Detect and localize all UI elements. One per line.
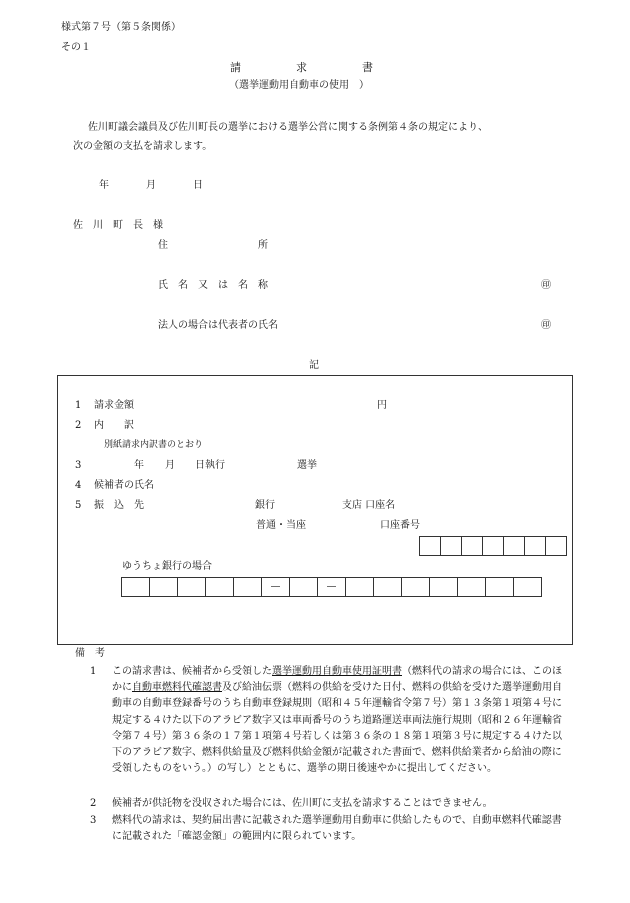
account-number-digit[interactable]: [440, 536, 462, 556]
yucho-digit[interactable]: [429, 577, 458, 597]
yucho-digit[interactable]: [401, 577, 430, 597]
yucho-number-boxes: [121, 577, 542, 597]
page-title: 請 求 書: [230, 61, 373, 74]
yucho-digit[interactable]: [345, 577, 374, 597]
address-label: 住 所: [158, 240, 268, 251]
dash: ―: [327, 581, 336, 592]
seal-mark: ㊞: [541, 280, 551, 291]
form-number: 様式第７号（第５条関係）: [61, 22, 181, 33]
account-number-label: 口座番号: [380, 520, 420, 531]
note-1-text-a: この請求書は、候補者から受領した: [112, 666, 272, 677]
note-2-text: 候補者が供託物を没収された場合には、佐川町に支払を請求することはできません。: [112, 798, 493, 809]
account-number-digit[interactable]: [419, 536, 441, 556]
item-2-label: 内 訳: [94, 420, 134, 431]
item-1-label: 請求金額: [94, 400, 134, 411]
dash: ―: [271, 581, 280, 592]
form-part: その１: [61, 42, 91, 53]
account-number-digit[interactable]: [524, 536, 546, 556]
note-2: [76, 796, 566, 812]
representative-label: 法人の場合は代表者の氏名: [158, 320, 278, 331]
yucho-digit[interactable]: [121, 577, 150, 597]
yucho-digit[interactable]: [513, 577, 542, 597]
note-3-text: 燃料代の請求は、契約届出書に記載された選挙運動用自動車に供給したもので、自動車燃料代確認書に記載された「確認金額」の範囲内に限られています。: [112, 815, 562, 843]
account-number-digit[interactable]: [461, 536, 483, 556]
fuel-confirmation-link: 自動車燃料代確認書: [132, 682, 222, 694]
yucho-digit[interactable]: [205, 577, 234, 597]
date-year-label: 年: [99, 180, 109, 191]
date-month-label: 月: [146, 180, 156, 191]
note-1-text-c: 及び給油伝票（燃料の供給を受けた日付、燃料の供給を受けた選挙運動用自動車の自動車登録番号のうち自動車登録規則（昭和４５年運輸省令第７号）第１３条第１項第４号に規定する４けた以下のアラビア数字又は車両番号のうち道路運送車両法施行規則（昭和２６年運輸省令第７４号）第３６条の１７第１項第４号若しくは第３６条の１８第１項第３号に規定する４けた以下のアラビア数字、燃料供給量及び燃料供給金額が記載された書面で、燃料供給業者から給油の際に受領したものをいう。）の写し）とともに、選挙の期日後速やかに提出してください。: [112, 682, 562, 775]
breakdown-note: 別紙請求内訳書のとおり: [104, 440, 204, 450]
note-1-text-b: （燃料代の請求の場合には、このほかに: [112, 666, 562, 694]
seal-mark: ㊞: [541, 320, 551, 331]
account-number-boxes: [419, 536, 567, 556]
note-1: [76, 664, 566, 777]
page-subtitle: （選挙運動用自動車の使用 ）: [229, 80, 369, 91]
yucho-digit[interactable]: [289, 577, 318, 597]
election-year-label: 年: [134, 460, 144, 471]
election-month-label: 月: [165, 460, 175, 471]
yucho-digit[interactable]: [177, 577, 206, 597]
item-5-label: 振 込 先: [94, 500, 144, 511]
item-5-number: 5: [75, 500, 82, 511]
note-3: [76, 813, 566, 845]
intro-line-1: 佐川町議会議員及び佐川町長の選挙における選挙公営に関する条例第４条の規定により、: [88, 122, 488, 133]
yucho-digit[interactable]: [457, 577, 486, 597]
yucho-digit[interactable]: [485, 577, 514, 597]
yen-unit: 円: [377, 400, 387, 411]
yucho-digit[interactable]: [149, 577, 178, 597]
usage-certificate-link: 選挙運動用自動車使用証明書: [272, 666, 402, 677]
item-2-number: 2: [75, 420, 82, 431]
account-number-digit[interactable]: [503, 536, 525, 556]
note-3-number: 3: [90, 815, 97, 826]
account-number-digit[interactable]: [545, 536, 567, 556]
item-3-number: 3: [75, 460, 82, 471]
name-label: 氏 名 又 は 名 称: [158, 280, 268, 291]
ki-heading: 記: [309, 360, 319, 371]
yucho-label: ゆうちょ銀行の場合: [122, 561, 212, 572]
yucho-separator: [317, 577, 346, 597]
intro-line-2: 次の金額の支払を請求します。: [73, 141, 213, 152]
item-4-number: 4: [75, 480, 82, 491]
addressee: 佐 川 町 長 様: [73, 220, 163, 231]
account-type-label: 普通・当座: [256, 520, 306, 531]
date-day-label: 日: [193, 180, 203, 191]
item-4-label: 候補者の氏名: [94, 480, 154, 491]
yucho-separator: [261, 577, 290, 597]
note-1-number: 1: [90, 666, 97, 677]
yucho-digit[interactable]: [233, 577, 262, 597]
note-2-number: 2: [90, 798, 97, 809]
account-number-digit[interactable]: [482, 536, 504, 556]
notes-heading: 備 考: [75, 648, 105, 659]
yucho-digit[interactable]: [373, 577, 402, 597]
election-held-label: 日執行: [195, 460, 225, 471]
item-1-number: 1: [75, 400, 82, 411]
bank-label: 銀行: [255, 500, 275, 511]
branch-account-name-label: 支店 口座名: [342, 500, 396, 511]
election-label: 選挙: [297, 460, 317, 471]
